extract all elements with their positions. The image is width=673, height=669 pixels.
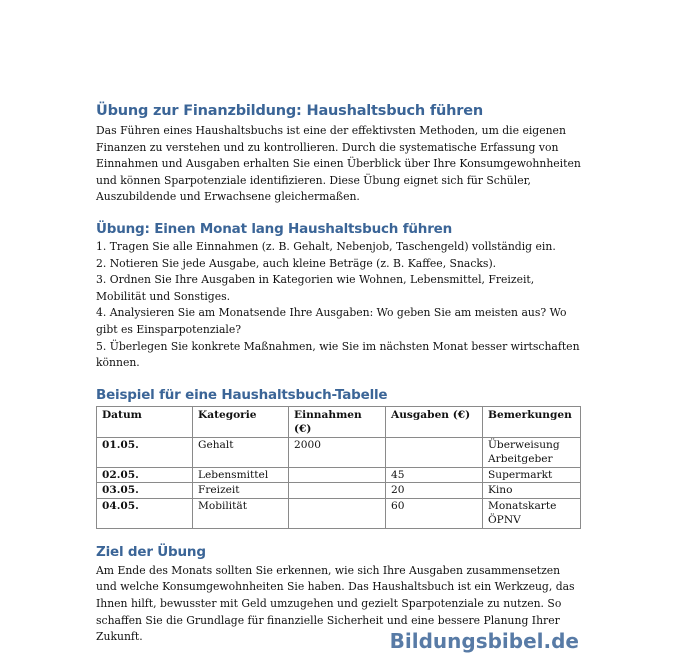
header-notes: Bemerkungen [483, 406, 581, 437]
cell-income: 2000 [289, 437, 386, 467]
goal-heading: Ziel der Übung [96, 543, 206, 560]
page-title: Übung zur Finanzbildung: Haushaltsbuch führen [96, 103, 483, 119]
header-date: Datum [97, 406, 193, 437]
cell-notes: Supermarkt [483, 467, 581, 483]
header-category: Kategorie [193, 406, 289, 437]
budget-table [96, 406, 581, 529]
step-item: 5. Überlegen Sie konkrete Maßnahmen, wie Sie im nächsten Monat besser wirtschaften können. [96, 339, 580, 370]
exercise-heading: Übung: Einen Monat lang Haushaltsbuch führen [96, 220, 453, 237]
cell-income [289, 467, 386, 483]
cell-expenses: 45 [386, 467, 483, 483]
step-item: 1. Tragen Sie alle Einnahmen (z. B. Gehalt, Nebenjob, Taschengeld) vollständig ein. [96, 239, 556, 253]
cell-expenses: 20 [386, 483, 483, 499]
cell-category: Mobilität [193, 498, 289, 528]
cell-notes: Kino [483, 483, 581, 499]
cell-category: Lebensmittel [193, 467, 289, 483]
document-body [96, 101, 582, 646]
cell-category: Gehalt [193, 437, 289, 467]
table-row [97, 437, 581, 467]
table-row [97, 483, 581, 499]
table-row [97, 498, 581, 528]
cell-date: 02.05. [97, 467, 193, 483]
cell-expenses [386, 437, 483, 467]
step-item: 2. Notieren Sie jede Ausgabe, auch kleine Beträge (z. B. Kaffee, Snacks). [96, 256, 497, 270]
exercise-steps [96, 239, 582, 372]
cell-category: Freizeit [193, 483, 289, 499]
step-item: 4. Analysieren Sie am Monatsende Ihre Ausgaben: Wo geben Sie am meisten aus? Wo gibt es Einsparpotenziale? [96, 306, 567, 336]
header-income: Einnahmen (€) [289, 406, 386, 437]
cell-notes: Monatskarte ÖPNV [483, 498, 581, 528]
brand-watermark: Bildungsbibel.de [389, 629, 579, 653]
table-row [97, 467, 581, 483]
cell-expenses: 60 [386, 498, 483, 528]
cell-notes: Überweisung Arbeitgeber [483, 437, 581, 467]
step-item: 3. Ordnen Sie Ihre Ausgaben in Kategorien wie Wohnen, Lebensmittel, Freizeit, Mobilität und Sonstiges. [96, 273, 535, 303]
cell-date: 04.05. [97, 498, 193, 528]
cell-income [289, 483, 386, 499]
goal-paragraph: Am Ende des Monats sollten Sie erkennen, wie sich Ihre Ausgaben zusammensetzen und welche Konsumgewohnheiten Sie haben. Das Haushaltsbuch ist ein Werkzeug, das Ihnen hilft, bewusster mit Geld umzugehen und gezielt Sparpotenziale zu nutzen. So schaffen Sie die Grundlage für finanzielle Sicherheit und eine bessere Planung Ihrer Zukunft. [96, 563, 575, 644]
intro-paragraph: Das Führen eines Haushaltsbuchs ist eine der effektivsten Methoden, um die eigenen Finanzen zu verstehen und zu kontrollieren. Durch die systematische Erfassung von Einnahmen und Ausgaben erhalten Sie einen Überblick über Ihre Konsumgewohnheiten und können Sparpotenziale identifizieren. Diese Übung eignet sich für Schüler, Auszubildende und Erwachsene gleichermaßen. [96, 124, 581, 204]
table-header-row [97, 406, 581, 437]
cell-date: 03.05. [97, 483, 193, 499]
header-expenses: Ausgaben (€) [386, 406, 483, 437]
cell-date: 01.05. [97, 437, 193, 467]
cell-income [289, 498, 386, 528]
example-heading: Beispiel für eine Haushaltsbuch-Tabelle [96, 386, 388, 403]
